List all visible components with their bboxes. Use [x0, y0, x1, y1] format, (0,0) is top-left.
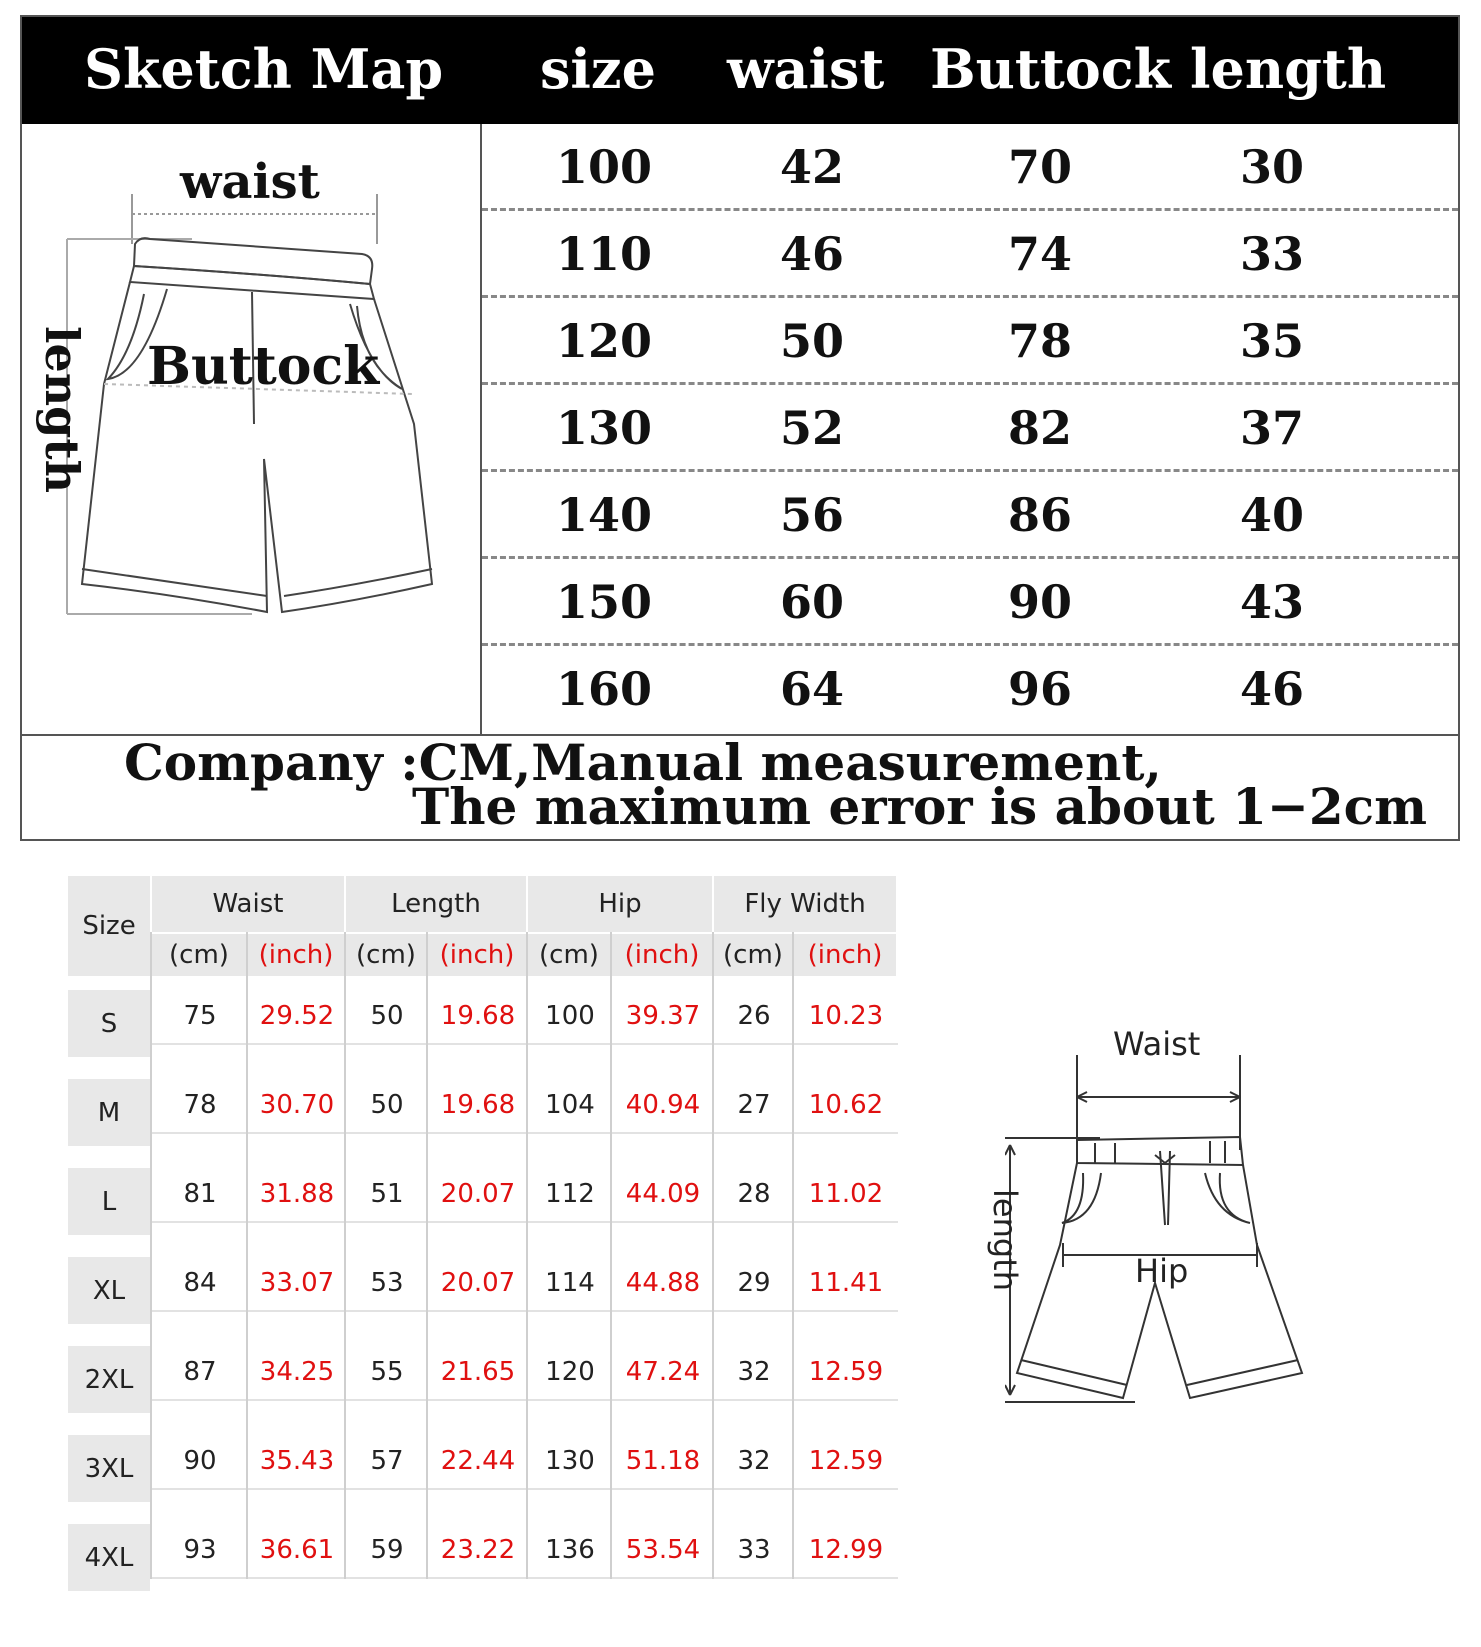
top-cell-waist: 50 [779, 314, 844, 368]
top-size-rows [482, 124, 1458, 734]
top-cell-buttock: 96 [1007, 662, 1072, 716]
unit-cm-header: (cm) [528, 934, 610, 976]
top-size-row [482, 211, 1458, 298]
row-divider [152, 1132, 898, 1134]
value-inch: 47.24 [625, 1356, 701, 1387]
size-label: XL [68, 1257, 150, 1324]
size-chart-top [20, 15, 1460, 841]
value-cm: 50 [370, 1089, 404, 1120]
unit-inch-header: (inch) [428, 934, 526, 976]
value-cm: 51 [370, 1178, 404, 1209]
diagram-hip-label: Hip [1135, 1252, 1189, 1290]
value-inch: 51.18 [625, 1445, 701, 1476]
header-size: size [540, 37, 656, 101]
group-header: Hip [528, 876, 712, 932]
size-label: S [68, 990, 150, 1057]
top-cell-length: 40 [1239, 488, 1304, 542]
column-divider [526, 932, 528, 1579]
top-cell-length: 35 [1239, 314, 1304, 368]
value-cm: 104 [545, 1089, 595, 1120]
value-inch: 11.02 [808, 1178, 884, 1209]
top-cell-waist: 42 [779, 140, 844, 194]
row-divider [152, 1577, 898, 1579]
value-inch: 19.68 [440, 1000, 516, 1031]
value-cm: 57 [370, 1445, 404, 1476]
value-inch: 20.07 [440, 1178, 516, 1209]
size-header: Size [68, 876, 150, 976]
size-label: L [68, 1168, 150, 1235]
value-inch: 21.65 [440, 1356, 516, 1387]
shorts-sketch-diagram [22, 124, 478, 734]
top-cell-size: 110 [555, 227, 653, 281]
value-inch: 36.61 [259, 1534, 335, 1565]
top-size-row [482, 559, 1458, 646]
column-divider [426, 932, 428, 1579]
diagram-waist-label: Waist [1113, 1025, 1201, 1063]
value-cm: 32 [737, 1356, 771, 1387]
row-divider [152, 1310, 898, 1312]
value-cm: 55 [370, 1356, 404, 1387]
value-inch: 53.54 [625, 1534, 701, 1565]
top-cell-buttock: 82 [1007, 401, 1072, 455]
top-cell-length: 37 [1239, 401, 1304, 455]
value-inch: 23.22 [440, 1534, 516, 1565]
top-cell-size: 160 [555, 662, 653, 716]
value-inch: 35.43 [259, 1445, 335, 1476]
column-divider [792, 932, 794, 1579]
row-divider [152, 1488, 898, 1490]
value-cm: 93 [183, 1534, 217, 1565]
group-header: Fly Width [714, 876, 896, 932]
value-cm: 59 [370, 1534, 404, 1565]
note-line-1: Company :CM,Manual measurement, [124, 733, 1162, 792]
measurement-note [22, 734, 1458, 839]
value-cm: 32 [737, 1445, 771, 1476]
top-cell-length: 46 [1239, 662, 1304, 716]
top-cell-buttock: 78 [1007, 314, 1072, 368]
top-size-row [482, 385, 1458, 472]
note-line-2: The maximum error is about 1−2cm [412, 777, 1427, 836]
top-cell-size: 140 [555, 488, 653, 542]
group-header: Length [346, 876, 526, 932]
row-divider [152, 1399, 898, 1401]
row-divider [152, 1221, 898, 1223]
value-cm: 78 [183, 1089, 217, 1120]
sketch-map-panel [22, 124, 482, 734]
header-buttock: Buttock [930, 37, 1172, 101]
header-sketch-map: Sketch Map [84, 37, 444, 101]
shorts-measurement-diagram [986, 1025, 1365, 1485]
sketch-waist-label: waist [180, 154, 320, 210]
sketch-length-label: length [35, 326, 89, 494]
top-cell-waist: 52 [779, 401, 844, 455]
value-cm: 120 [545, 1356, 595, 1387]
value-inch: 20.07 [440, 1267, 516, 1298]
value-cm: 90 [183, 1445, 217, 1476]
top-cell-waist: 60 [779, 575, 844, 629]
value-cm: 53 [370, 1267, 404, 1298]
value-inch: 11.41 [808, 1267, 884, 1298]
size-label: 4XL [68, 1524, 150, 1591]
value-inch: 30.70 [259, 1089, 335, 1120]
column-divider [344, 932, 346, 1579]
top-cell-waist: 56 [779, 488, 844, 542]
column-divider [712, 932, 714, 1579]
group-header: Waist [152, 876, 344, 932]
value-cm: 26 [737, 1000, 771, 1031]
top-cell-size: 100 [555, 140, 653, 194]
value-inch: 44.88 [625, 1267, 701, 1298]
value-cm: 130 [545, 1445, 595, 1476]
value-inch: 44.09 [625, 1178, 701, 1209]
diagram-length-label: length [986, 1189, 1024, 1291]
value-cm: 81 [183, 1178, 217, 1209]
top-cell-size: 150 [555, 575, 653, 629]
value-inch: 39.37 [625, 1000, 701, 1031]
value-cm: 112 [545, 1178, 595, 1209]
value-inch: 29.52 [259, 1000, 335, 1031]
top-cell-size: 120 [555, 314, 653, 368]
size-label: 3XL [68, 1435, 150, 1502]
unit-inch-header: (inch) [248, 934, 344, 976]
value-inch: 40.94 [625, 1089, 701, 1120]
top-size-row [482, 472, 1458, 559]
value-cm: 136 [545, 1534, 595, 1565]
value-inch: 12.59 [808, 1445, 884, 1476]
value-inch: 12.99 [808, 1534, 884, 1565]
unit-inch-header: (inch) [612, 934, 712, 976]
top-cell-length: 33 [1239, 227, 1304, 281]
column-divider [246, 932, 248, 1579]
top-header-bar [22, 17, 1458, 124]
top-cell-waist: 64 [779, 662, 844, 716]
top-size-row [482, 124, 1458, 211]
size-chart-bottom [68, 876, 930, 1601]
top-cell-buttock: 86 [1007, 488, 1072, 542]
size-label: 2XL [68, 1346, 150, 1413]
value-cm: 27 [737, 1089, 771, 1120]
column-divider [610, 932, 612, 1579]
column-divider [150, 932, 152, 1579]
top-size-row [482, 298, 1458, 385]
value-inch: 33.07 [259, 1267, 335, 1298]
value-cm: 50 [370, 1000, 404, 1031]
unit-cm-header: (cm) [152, 934, 246, 976]
value-cm: 29 [737, 1267, 771, 1298]
value-cm: 75 [183, 1000, 217, 1031]
value-inch: 34.25 [259, 1356, 335, 1387]
header-length: length [1190, 37, 1387, 101]
value-inch: 10.62 [808, 1089, 884, 1120]
top-cell-buttock: 90 [1007, 575, 1072, 629]
top-cell-buttock: 70 [1007, 140, 1072, 194]
value-cm: 33 [737, 1534, 771, 1565]
value-inch: 12.59 [808, 1356, 884, 1387]
value-cm: 100 [545, 1000, 595, 1031]
value-cm: 84 [183, 1267, 217, 1298]
top-cell-waist: 46 [779, 227, 844, 281]
value-cm: 28 [737, 1178, 771, 1209]
value-inch: 19.68 [440, 1089, 516, 1120]
unit-cm-header: (cm) [714, 934, 792, 976]
value-inch: 10.23 [808, 1000, 884, 1031]
header-waist: waist [727, 37, 885, 101]
top-cell-size: 130 [555, 401, 653, 455]
top-cell-buttock: 74 [1007, 227, 1072, 281]
row-divider [152, 1043, 898, 1045]
top-cell-length: 43 [1239, 575, 1304, 629]
unit-inch-header: (inch) [794, 934, 896, 976]
value-cm: 114 [545, 1267, 595, 1298]
value-inch: 31.88 [259, 1178, 335, 1209]
size-label: M [68, 1079, 150, 1146]
value-cm: 87 [183, 1356, 217, 1387]
top-size-row [482, 646, 1458, 733]
sketch-buttock-label: Buttock [147, 336, 380, 397]
unit-cm-header: (cm) [346, 934, 426, 976]
value-inch: 22.44 [440, 1445, 516, 1476]
top-cell-length: 30 [1239, 140, 1304, 194]
